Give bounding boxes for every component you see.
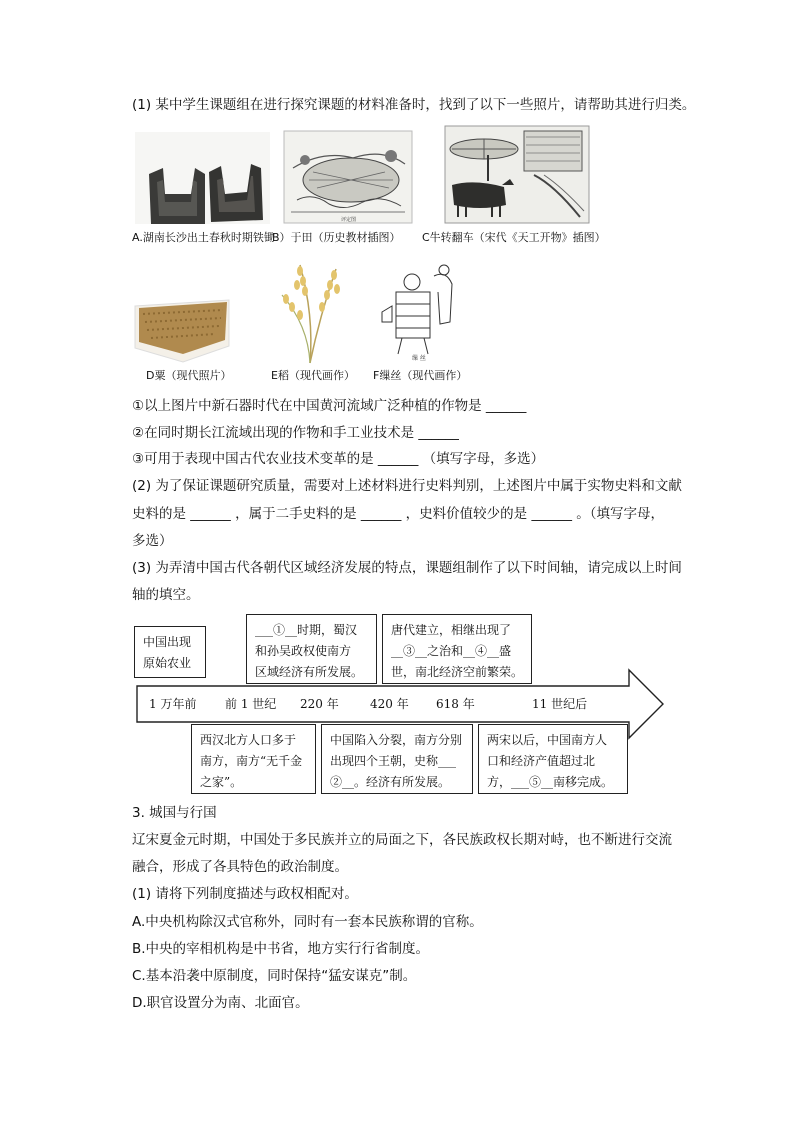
q1-line-3: ③可用于表现中国古代农业技术变革的是 ______ （填写字母，多选） (132, 451, 545, 467)
timeline-box-bottom-3 (478, 724, 628, 794)
box-line: 南方，南方“无千金 (200, 754, 303, 768)
timeline-tick: 420 年 (370, 697, 409, 711)
box-line: 中国出现 (143, 635, 192, 649)
box-line: 世，南北经济空前繁荣。 (391, 665, 524, 679)
section-3-heading: 3. 城国与行国 (132, 805, 217, 821)
rice-painting (270, 255, 358, 365)
millet-photo (133, 284, 231, 364)
box-line: 出现四个王朝，史称___ (330, 754, 457, 768)
option-c: C.基本沿袭中原制度，同时保持“猛安谋克”制。 (132, 968, 417, 984)
box-line: 之家”。 (200, 775, 243, 789)
caption-c: C牛转翻车（宋代《天工开物》插图） (422, 231, 606, 244)
box-line: 中国陷入分裂，南方分别 (330, 733, 463, 747)
q1-line-1: ①以上图片中新石器时代在中国黄河流域广泛种植的作物是 ______ (132, 398, 527, 414)
option-d: D.职官设置分为南、北面官。 (132, 995, 309, 1011)
timeline-box-top-3 (382, 614, 532, 684)
section-3-line: 融合，形成了各具特色的政治制度。 (132, 859, 348, 875)
field-illustration-label: 评定图 (341, 217, 357, 223)
box-line: __③__之治和__④__盛 (391, 644, 512, 658)
timeline-tick: 1 万年前 (149, 697, 197, 711)
timeline-tick: 前 1 世纪 (225, 697, 277, 711)
q1-intro: (1) 某中学生课题组在进行探究课题的材料准备时，找到了以下一些照片，请帮助其进行归类。 (132, 97, 696, 113)
box-line: 原始农业 (143, 656, 192, 670)
q1-line-2: ②在同时期长江流域出现的作物和手工业技术是 ______ (132, 425, 459, 441)
box-line: 方，___⑤__南移完成。 (487, 775, 614, 789)
box-line: 唐代建立，相继出现了 (391, 623, 512, 637)
water-wheel-illustration (444, 125, 590, 224)
timeline-box-top-1 (134, 626, 206, 678)
section-3-line: 辽宋夏金元时期，中国处于多民族并立的局面之下，各民族政权长期对峙，也不断进行交流 (132, 832, 672, 848)
option-b: B.中央的宰相机构是中书省，地方实行行省制度。 (132, 941, 430, 957)
box-line: 西汉北方人口多于 (200, 733, 297, 747)
field-illustration (283, 130, 413, 224)
q3-line-2: 轴的填空。 (132, 587, 200, 603)
caption-b: B）于田（历史教材插图） (272, 231, 401, 244)
q2-line-3: 多选） (132, 533, 173, 549)
box-line: ②__。经济有所发展。 (330, 775, 451, 789)
box-line: 和孙吴政权使南方 (255, 644, 352, 658)
caption-f: F缫丝（现代画作） (373, 369, 468, 382)
timeline-tick: 618 年 (436, 697, 475, 711)
caption-a: A.湖南长沙出土春秋时期铁锄 (132, 231, 275, 244)
timeline-tick: 220 年 (300, 697, 339, 711)
section-3-line: (1) 请将下列制度描述与政权相配对。 (132, 886, 358, 902)
caption-d: D粟（现代照片） (146, 369, 232, 382)
timeline-tick: 11 世纪后 (532, 697, 588, 711)
timeline-box-top-2 (246, 614, 377, 684)
silk-reeling-label: 缫 丝 (412, 355, 426, 362)
box-line: 口和经济产值超过北 (487, 754, 596, 768)
q2-line-2: 史料的是 ______ ，属于二手史料的是 ______ ，史料价值较少的是 ______ 。（填写字母， (132, 506, 664, 522)
silk-reeling-painting (372, 262, 466, 362)
iron-hoe-photo (135, 132, 270, 224)
q2-line-1: (2) 为了保证课题研究质量，需要对上述材料进行史料判别，上述图片中属于实物史料和文献 (132, 478, 682, 494)
option-a: A.中央机构除汉式官称外，同时有一套本民族称谓的官称。 (132, 914, 483, 930)
box-line: ___①__时期，蜀汉 (255, 623, 358, 637)
caption-e: E稻（现代画作） (271, 369, 355, 382)
q3-line-1: (3) 为弄清中国古代各朝代区域经济发展的特点，课题组制作了以下时间轴，请完成以上时间 (132, 560, 682, 576)
timeline-box-bottom-2 (321, 724, 473, 794)
box-line: 区域经济有所发展。 (255, 665, 364, 679)
timeline-box-bottom-1 (191, 724, 316, 794)
box-line: 两宋以后，中国南方人 (487, 733, 608, 747)
